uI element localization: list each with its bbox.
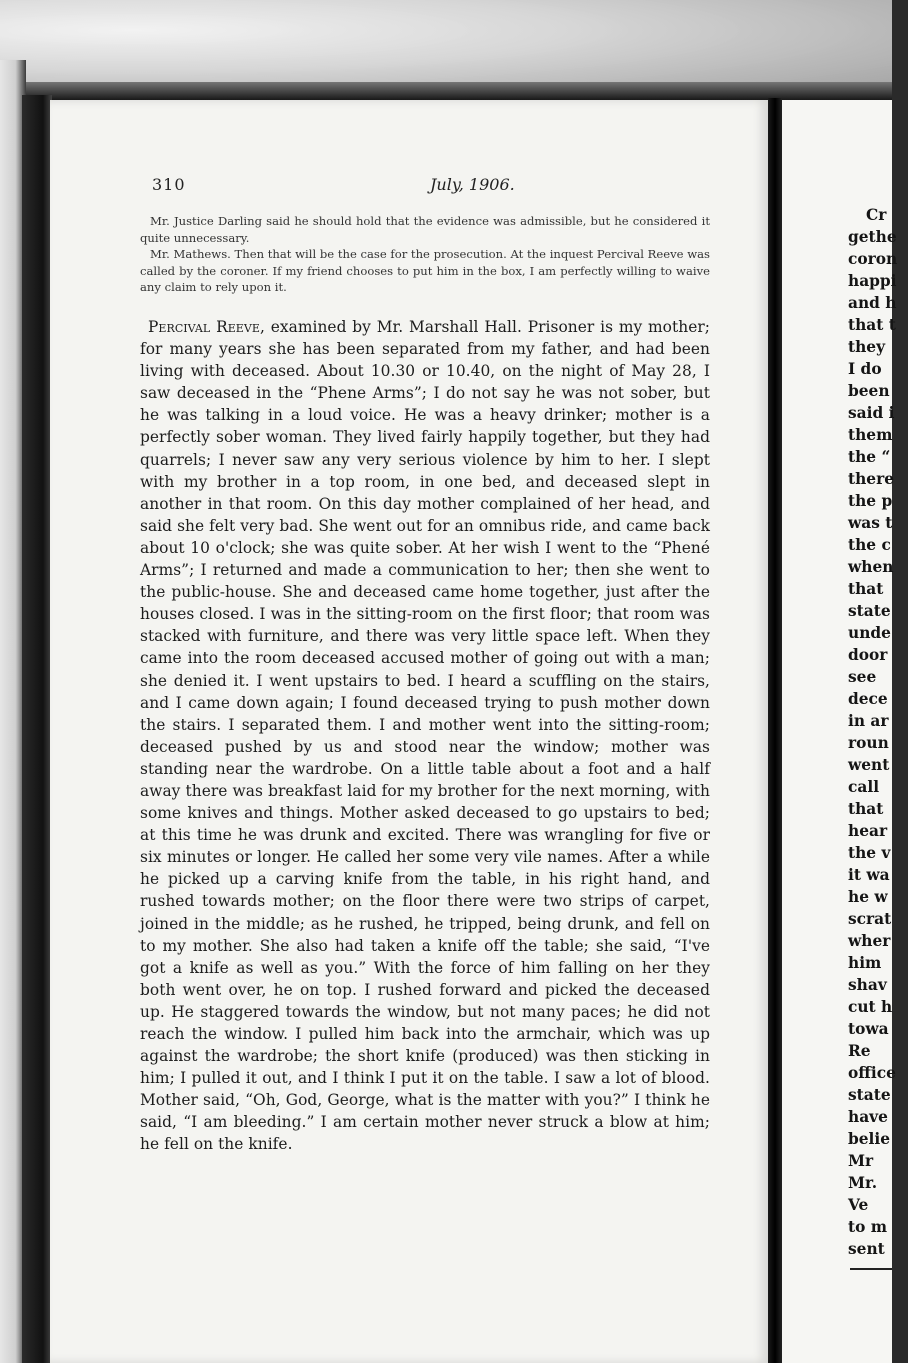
right-page-fragment: roun: [848, 734, 889, 752]
right-page-fragment: there: [848, 470, 894, 488]
right-page-fragment: door: [848, 646, 888, 664]
right-page-fragment: they: [848, 338, 886, 356]
intro-paragraph-1: Mr. Justice Darling said he should hold that the evidence was admissible, but he considered it quite unnecessary.: [140, 214, 710, 245]
right-page-fragment: to m: [848, 1218, 888, 1236]
right-page-fragment: said i: [848, 404, 895, 422]
right-page-fragment: went: [848, 756, 890, 774]
right-page-fragment: happi: [848, 272, 897, 290]
right-page-fragment: Cr: [866, 206, 887, 224]
right-page-fragment: Re: [848, 1042, 871, 1060]
testimony-paragraph: [140, 316, 710, 1156]
right-page-fragment: belie: [848, 1130, 891, 1148]
right-page-fragment: it wa: [848, 866, 890, 884]
testimony-text: , examined by Mr. Marshall Hall. Prisoner is my mother; for many years she has been separated from my father, and had been living with deceased. About 10.30 or 10.40, on the night of May 28, I saw deceased in the “Phene Arms”; I do not say he was not sober, but he was talking in a loud voice. He was a heavy drinker; mother is a perfectly sober woman. They lived fairly happily together, but they had quarrels; I never saw any very serious violence by him to her. I slept with my brother in a top room, in one bed, and deceased slept in another in that room. On this day mother complained of her head, and said she felt very bad. She went out for an omnibus ride, and came back about 10 o'clock; she was quite sober. At her wish I went to the “Phené Arms”; I returned and made a communication to her; then she went to the public-house. She and deceased came home together, just after the houses closed. I was in the sitting-room on the first floor; that room was stacked with furniture, and there was very little space left. When they came into the room deceased accused mother of going out with a man; she denied it. I went upstairs to bed. I heard a scuffling on the stairs, and I came down again; I found deceased trying to push mother down the stairs. I separated them. I and mother went into the sitting-room; deceased pushed by us and stood near the window; mother was standing near the wardrobe. On a little table about a foot and a half away there was breakfast laid for my brother for the next morning, with some knives and things. Mother asked deceased to go upstairs to bed; at this time he was drunk and excited. There was wrangling for five or six minutes or longer. He called her some very vile names. After a while he picked up a carving knife from the table, in his right hand, and rushed towards mother; on the floor there were two strips of carpet, joined in the middle; as he rushed, he tripped, being drunk, and fell on to my mother. She also had taken a knife off the table; she said, “I've got a knife as well as you.” With the force of him falling on her they both went over, he on top. I rushed forward and picked the deceased up. He staggered towards the window, but not many paces; he did not reach the window. I pulled him back into the armchair, which was up against the wardrobe; the short knife (produced) was then sticking in him; I pulled it out, and I think I put it on the table. I saw a lot of blood. Mother said, “Oh, God, George, what is the matter with you?” I think he said, “I am bleeding.” I am certain mother never struck a blow at him; he fell on the knife.: [140, 318, 710, 1154]
right-page-fragment: I do: [848, 360, 882, 378]
right-page-fragment: hear: [848, 822, 888, 840]
right-page-fragment: office: [848, 1064, 896, 1082]
right-page-fragment: Ve: [848, 1196, 869, 1214]
right-page-fragment: in ar: [848, 712, 889, 730]
right-page-fragment: the “: [848, 448, 891, 466]
intro-text: [140, 213, 710, 296]
right-page-fragment: sent: [848, 1240, 885, 1258]
right-page-fragment: him: [848, 954, 882, 972]
right-page-fragment: the c: [848, 536, 891, 554]
right-page-fragment: that: [848, 580, 884, 598]
right-page-fragment: Mr: [848, 1152, 874, 1170]
right-page-fragment: and h: [848, 294, 897, 312]
intro-paragraph-2: Mr. Mathews. Then that will be the case for the prosecution. At the inquest Percival Reeve was called by the coroner. If my friend chooses to put him in the box, I am perfectly willing to waive any claim to rely upon it.: [140, 247, 710, 294]
right-page-rule: [850, 1268, 892, 1270]
right-page-fragment: cut h: [848, 998, 893, 1016]
right-page-fragment: that: [848, 800, 884, 818]
book-gutter: [768, 98, 782, 1363]
right-page-fragment: when: [848, 558, 894, 576]
book-cover-edge: [22, 95, 52, 1363]
scan-background-top: [0, 0, 892, 100]
right-page-fragment: unde: [848, 624, 891, 642]
right-page-fragments: [848, 204, 908, 1260]
witness-name: Percival Reeve: [148, 318, 260, 336]
right-page-fragment: towa: [848, 1020, 889, 1038]
witness-testimony: [140, 316, 710, 1156]
right-page-fragment: the v: [848, 844, 891, 862]
page-date: July, 1906.: [430, 175, 515, 194]
right-page-fragment: gethe: [848, 228, 897, 246]
right-page-fragment: Mr.: [848, 1174, 878, 1192]
right-page-fragment: state: [848, 602, 891, 620]
right-page-fragment: dece: [848, 690, 888, 708]
right-page-fragment: state: [848, 1086, 891, 1104]
right-page-fragment: wher: [848, 932, 891, 950]
right-page-fragment: that t: [848, 316, 896, 334]
right-page-fragment: the p: [848, 492, 893, 510]
right-page-fragment: them: [848, 426, 893, 444]
right-page-fragment: scrat: [848, 910, 892, 928]
right-page-fragment: see: [848, 668, 877, 686]
right-page-fragment: call: [848, 778, 880, 796]
right-page-fragment: shav: [848, 976, 887, 994]
right-page-fragment: he w: [848, 888, 888, 906]
page-number: 310: [152, 175, 186, 194]
right-page-fragment: been: [848, 382, 890, 400]
right-page-fragment: was t: [848, 514, 893, 532]
page-header: [100, 175, 700, 199]
right-page-fragment: have: [848, 1108, 888, 1126]
right-page-fragment: coron: [848, 250, 898, 268]
